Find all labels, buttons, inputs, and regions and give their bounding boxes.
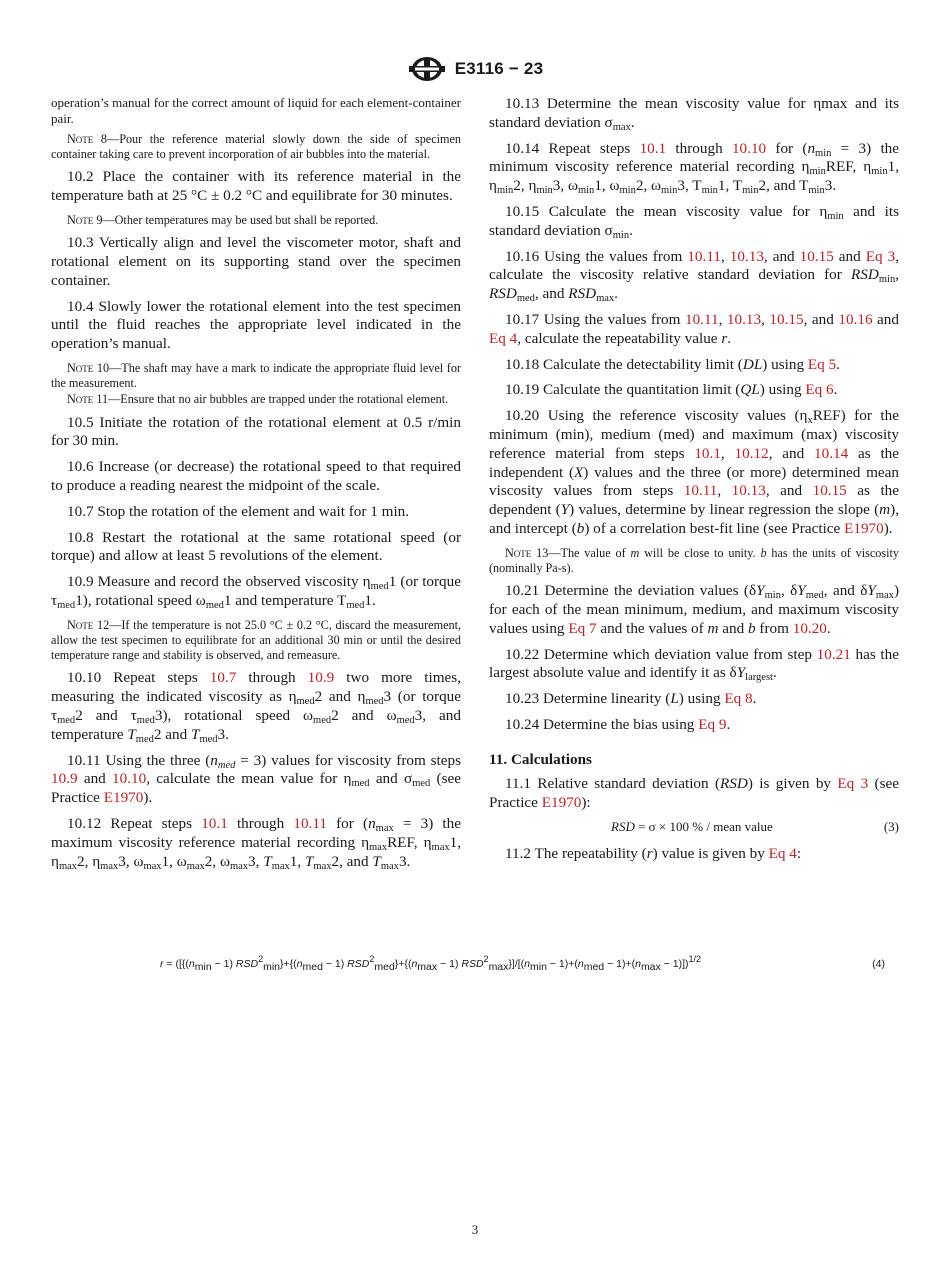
link-eq-3[interactable]: Eq 3 bbox=[865, 247, 896, 265]
para-10-15: 10.15 Calculate the mean viscosity value for $\eta_{min}$ and its standard deviation $\sigma_{min}$. bbox=[489, 202, 899, 241]
link-eq-3[interactable]: Eq 3 bbox=[837, 774, 869, 792]
para-10-24: 10.24 Determine the bias using Eq 9. bbox=[505, 715, 731, 733]
link-eq-9[interactable]: Eq 9 bbox=[698, 715, 727, 733]
para-10-22: 10.22 Determine which deviation value from step 10.21 has the largest absolute value and identify it as $\delta Y_{largest}$. bbox=[489, 645, 899, 684]
para-10-14: 10.14 Repeat steps 10.1 through 10.10 for $(n_{min} = 3)$ the minimum viscosity reference material recording $\eta_{min}REF$, $\eta_{min}1$, $\eta_{min}2$, $\eta_{min}3$, $\omega_{min}1$, $\omega_{min}2$, $\omega_{min}3$, $T_{min}1$, $T_{min}2$, and $T_{min}3$. bbox=[489, 139, 899, 197]
para-11-1: 11.1 Relative standard deviation (RSD) is given by Eq 3 (see Practice E1970): bbox=[489, 774, 899, 811]
equation-number: (4) bbox=[872, 958, 885, 970]
link-e1970[interactable]: E1970 bbox=[844, 519, 884, 537]
equation-number: (3) bbox=[883, 819, 899, 835]
para-10-5: 10.5 Initiate the rotation of the rotational element at 0.5 r/min for 30 min. bbox=[51, 413, 461, 450]
para-10-16: 10.16 Using the values from 10.11, 10.13, and 10.15 and Eq 3, calculate the viscosity relative standard deviation for $RSD_{min}$, $RSD_{med}$, and $RSD_{max}$. bbox=[489, 247, 900, 305]
para-10-9: 10.9 Measure and record the observed viscosity $\eta_{med}1$ (or torque $\tau_{med}1$), rotational speed $\omega_{med}1$ and temperature $T_{med}1$. bbox=[51, 573, 461, 611]
para-10-13: 10.13 Determine the mean viscosity value for ηmax and its standard deviation $\sigma_{max}$. bbox=[489, 95, 899, 133]
link-eq-4[interactable]: Eq 4 bbox=[489, 329, 518, 347]
link-10-9[interactable]: 10.9 bbox=[307, 669, 335, 687]
link-eq-4[interactable]: Eq 4 bbox=[768, 845, 797, 863]
para-10-23: 10.23 Determine linearity (L) using Eq 8. bbox=[505, 690, 757, 708]
link-10-21[interactable]: 10.21 bbox=[816, 645, 851, 663]
link-10-11[interactable]: 10.11 bbox=[293, 814, 327, 832]
link-10-13[interactable]: 10.13 bbox=[731, 482, 766, 500]
page-header bbox=[0, 56, 950, 82]
para-10-19: 10.19 Calculate the quantitation limit (QL) using Eq 6. bbox=[505, 381, 838, 399]
link-e1970[interactable]: E1970 bbox=[103, 789, 144, 807]
note-8: Note 8—Pour the reference material slowly down the side of specimen container taking care to prevent incorporation of air bubbles into the material. bbox=[51, 132, 461, 162]
note-10: Note 10—The shaft may have a mark to indicate the appropriate fluid level for the measurement. bbox=[51, 360, 461, 391]
link-10-11[interactable]: 10.11 bbox=[687, 247, 721, 265]
section-heading-calculations: 11. Calculations bbox=[489, 750, 592, 768]
link-10-1[interactable]: 10.1 bbox=[694, 444, 721, 462]
link-10-11[interactable]: 10.11 bbox=[684, 310, 719, 328]
link-10-9[interactable]: 10.9 bbox=[51, 770, 78, 788]
equation-4-expression: $r = ([\{(n_{min} - 1) RSD^2_{min}\}+\{(n_{med} - 1) RSD^2_{med}\}+\{(n_{max} - 1) RSD^2_{max}\}]/[(n_{min} - 1)+(n_{med} - 1)+(n_{max} - 1)])^{1/2}$ bbox=[160, 954, 702, 973]
link-eq-5[interactable]: Eq 5 bbox=[807, 355, 837, 373]
link-10-16[interactable]: 10.16 bbox=[838, 310, 873, 328]
right-column bbox=[489, 95, 899, 871]
para-10-4: 10.4 Slowly lower the rotational element into the test specimen until the fluid reaches the appropriate level indicated in the operation’s manual. bbox=[51, 297, 461, 353]
note-label: Note 8 bbox=[67, 132, 107, 146]
link-e1970[interactable]: E1970 bbox=[541, 793, 582, 811]
link-10-11[interactable]: 10.11 bbox=[683, 482, 718, 500]
equation-3: RSD = σ × 100 % / mean value (3) bbox=[611, 819, 899, 835]
para-10-8: 10.8 Restart the rotational at the same rotational speed (or torque) and allow at least 5 revolutions of the element. bbox=[51, 528, 461, 565]
para-10-18: 10.18 Calculate the detectability limit (DL) using Eq 5. bbox=[505, 355, 840, 373]
para-10-10: 10.10 Repeat steps 10.7 through 10.9 two more times, measuring the indicated viscosity as $\eta_{med}2$ and $\eta_{med}3$ (or torque $\tau_{med}2$ and $\tau_{med}3$), rotational speed $\omega_{med}2$ and $\omega_{med}3$, and temperature $T_{med}2$ and $T_{med}3$. bbox=[51, 669, 462, 745]
link-eq-8[interactable]: Eq 8 bbox=[724, 690, 753, 708]
para-10-12: 10.12 Repeat steps 10.1 through 10.11 for $(n_{max} = 3)$ the maximum viscosity reference material recording $\eta_{max}REF$, $\eta_{max}1$, $\eta_{max}2$, $\eta_{max}3$, $\omega_{max}1$, $\omega_{max}2$, $\omega_{max}3$, $T_{max}1$, $T_{max}2$, and $T_{max}3$. bbox=[51, 814, 461, 872]
link-10-15[interactable]: 10.15 bbox=[769, 310, 804, 328]
link-10-12[interactable]: 10.12 bbox=[734, 444, 769, 462]
intro-text: operation’s manual for the correct amount of liquid for each element-container pair. bbox=[51, 95, 461, 126]
para-10-21: 10.21 Determine the deviation values ($\delta Y_{min}$, $\delta Y_{med}$, and $\delta Y_{max}$) for each of the mean minimum, medium, and maximum viscosity values using Eq 7 and the values of m and b from 10.20. bbox=[489, 582, 899, 637]
link-eq-6[interactable]: Eq 6 bbox=[805, 381, 834, 399]
link-10-15[interactable]: 10.15 bbox=[799, 247, 834, 265]
link-eq-7[interactable]: Eq 7 bbox=[568, 619, 597, 637]
link-10-14[interactable]: 10.14 bbox=[814, 444, 849, 462]
link-10-1[interactable]: 10.1 bbox=[201, 814, 228, 832]
para-10-3: 10.3 Vertically align and level the viscometer motor, shaft and rotational element on its supporting stand over the specimen container. bbox=[51, 234, 461, 289]
link-10-1[interactable]: 10.1 bbox=[639, 139, 667, 157]
astm-logo-icon bbox=[407, 56, 447, 82]
note-9: Note 9—Other temperatures may be used but shall be reported. bbox=[67, 213, 379, 227]
left-column bbox=[51, 95, 461, 878]
link-10-10[interactable]: 10.10 bbox=[731, 139, 767, 157]
link-10-15[interactable]: 10.15 bbox=[812, 482, 847, 500]
note-12: Note 12—If the temperature is not 25.0 °C ± 0.2 °C, discard the measurement, allow the test specimen to equilibrate for an additional 30 min or until the desired temperature range and stability is observed, and remeasure. bbox=[51, 617, 462, 663]
document-id: E3116 − 23 bbox=[454, 59, 544, 78]
link-10-7[interactable]: 10.7 bbox=[209, 669, 237, 687]
para-10-11: 10.11 Using the three $(n_{med} = 3)$ values for viscosity from steps 10.9 and 10.10, calculate the mean value for $\eta_{med}$ and $\sigma_{med}$ (see Practice E1970). bbox=[51, 751, 462, 807]
para-10-2: 10.2 Place the container with its reference material in the temperature bath at 25 °C ± 0.2 °C and equilibrate for 30 minutes. bbox=[51, 168, 461, 205]
link-10-13[interactable]: 10.13 bbox=[729, 247, 764, 265]
note-13: Note 13—The value of m will be close to unity. b has the units of viscosity (nominally Pa-s). bbox=[489, 545, 900, 575]
note-11: Note 11—Ensure that no air bubbles are trapped under the rotational element. bbox=[67, 392, 449, 407]
para-11-2: 11.2 The repeatability (r) value is given by Eq 4: bbox=[505, 845, 802, 863]
page-number: 3 bbox=[471, 1222, 479, 1237]
para-10-20: 10.20 Using the reference viscosity values $(\eta_xREF)$ for the minimum (min), medium (med) and maximum (max) viscosity reference material from steps 10.1, 10.12, and 10.14 as the independent (X) values and the three (or more) determined mean viscosity values from steps 10.11, 10.13, and 10.15 as the dependent (Y) values, determine by linear regression the slope (m), and intercept (b) of a correlation best-fit line (see Practice E1970). bbox=[489, 407, 899, 537]
equation-4 bbox=[160, 954, 885, 973]
link-10-10[interactable]: 10.10 bbox=[112, 770, 147, 788]
para-10-17: 10.17 Using the values from 10.11, 10.13, 10.15, and 10.16 and Eq 4, calculate the repeatability value r. bbox=[489, 310, 899, 347]
link-10-13[interactable]: 10.13 bbox=[726, 310, 762, 328]
para-10-7: 10.7 Stop the rotation of the element and wait for 1 min. bbox=[67, 502, 410, 520]
link-10-20[interactable]: 10.20 bbox=[792, 619, 827, 637]
para-10-6: 10.6 Increase (or decrease) the rotational speed to that required to produce a reading nearest the midpoint of the scale. bbox=[51, 458, 461, 494]
